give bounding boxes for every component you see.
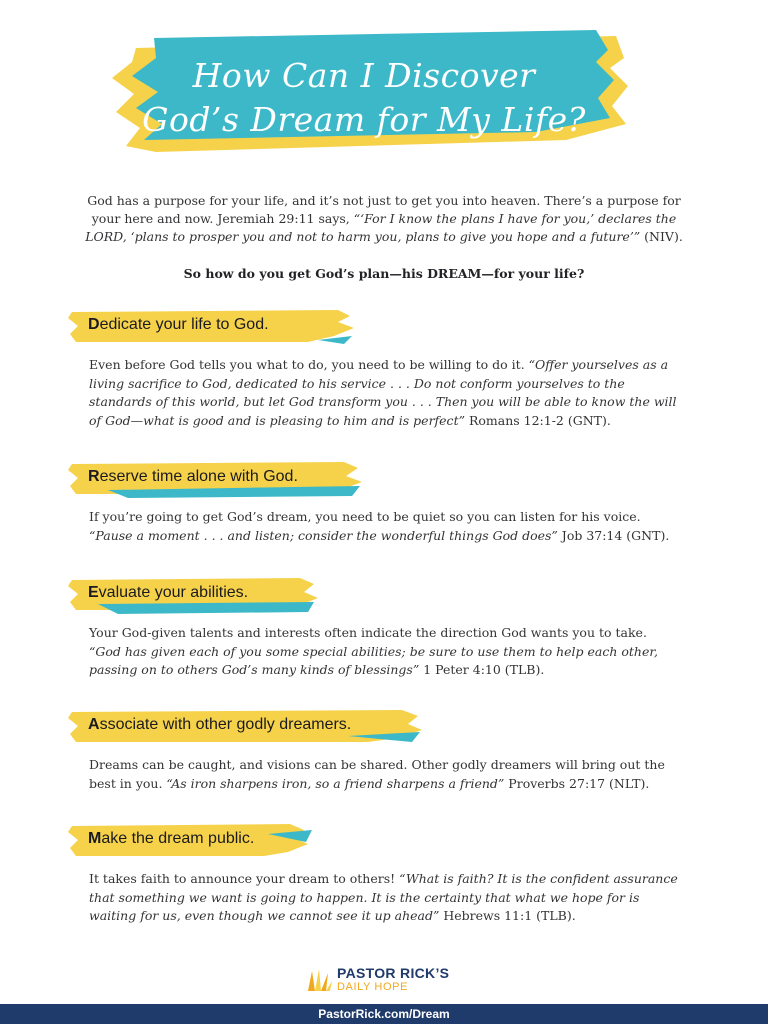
section-body: [72, 756, 679, 793]
logo-title: PASTOR RICK’S: [337, 965, 450, 981]
heading-text: ssociate with other godly dreamers.: [99, 716, 352, 733]
body-quote: “Pause a moment . . . and listen; consider the wonderful things God does”: [89, 527, 558, 543]
heading-text: valuate your abilities.: [98, 584, 249, 601]
section-body: [72, 508, 679, 545]
intro-citation: (NIV).: [640, 229, 683, 244]
intro-text: God has a purpose for your life, and it’s not just to get you into heaven. There’s a purpose for your here and now. Jeremiah 29:11 says,: [87, 193, 681, 226]
section-heading: [88, 716, 351, 734]
heading-text: edicate your life to God.: [99, 316, 269, 333]
section-associate: [72, 706, 696, 793]
body-citation: 1 Peter 4:10 (TLB).: [419, 662, 545, 677]
title-line-2: God’s Dream for My Life?: [142, 100, 586, 139]
body-text: If you’re going to get God’s dream, you need to be quiet so you can listen for his voice.: [89, 509, 641, 524]
section-heading: [88, 316, 269, 334]
section-heading: [88, 584, 248, 602]
section-reserve: [72, 458, 696, 545]
heading-initial: A: [88, 716, 100, 733]
footer-bar: [0, 1004, 768, 1024]
sunburst-logo-icon: [306, 967, 332, 993]
body-citation: Hebrews 11:1 (TLB).: [439, 908, 576, 923]
body-citation: Job 37:14 (GNT).: [557, 527, 670, 543]
pastor-ricks-daily-hope-logo[interactable]: [306, 966, 449, 993]
title-banner: [96, 28, 632, 168]
heading-text: eserve time alone with God.: [99, 468, 298, 485]
intro-paragraph: [72, 192, 696, 246]
heading-initial: D: [88, 316, 100, 333]
body-citation: Proverbs 27:17 (NLT).: [504, 775, 650, 791]
body-quote: “Offer yourselves as a living sacrifice to God, dedicated to his service . . . Do not conform yourselves to the standards of this world, but let God transform you . . . Then you will be able to know the will of God—what is good and is pleasing to him and is perfect”: [89, 357, 677, 428]
heading-initial: E: [88, 584, 99, 601]
section-evaluate: [72, 574, 696, 680]
lead-question: So how do you get God’s plan—his DREAM—for your life?: [183, 266, 585, 281]
body-quote: “What is faith? It is the confident assurance that something we want is going to happen. It is the certainty that what we hope for is waiting for us, even though we cannot see it up ahead”: [89, 871, 678, 923]
body-quote: “As iron sharpens iron, so a friend sharpens a friend”: [166, 775, 505, 791]
intro-quote: “‘For I know the plans I have for you,’ declares the LORD, ‘plans to prosper you and not to harm you, plans to give you hope and a future’”: [85, 211, 677, 244]
heading-initial: R: [88, 468, 100, 485]
section-dedicate: [72, 306, 696, 430]
heading-text: ake the dream public.: [101, 830, 255, 847]
section-make-public: [72, 820, 696, 926]
body-text: It takes faith to announce your dream to others!: [89, 871, 400, 886]
footer-url-link[interactable]: PastorRick.com/Dream: [318, 1007, 450, 1021]
logo-subtitle: DAILY HOPE: [337, 981, 409, 993]
section-heading: [88, 468, 298, 486]
section-body: [72, 356, 679, 430]
section-heading: [88, 830, 254, 848]
body-text: Dreams can be caught, and visions can be shared. Other godly dreamers will bring out the best in you.: [89, 757, 665, 791]
heading-initial: M: [88, 830, 102, 847]
body-text: Even before God tells you what to do, you need to be willing to do it.: [89, 357, 529, 372]
section-body: [72, 624, 679, 680]
body-text: Your God-given talents and interests often indicate the direction God wants you to take.: [89, 625, 647, 640]
title-line-1: How Can I Discover: [192, 56, 536, 95]
section-body: [72, 870, 679, 926]
body-citation: Romans 12:1-2 (GNT).: [464, 412, 611, 428]
body-quote: “God has given each of you some special abilities; be sure to use them to help each other, passing on to others God’s many kinds of blessings”: [89, 643, 658, 677]
